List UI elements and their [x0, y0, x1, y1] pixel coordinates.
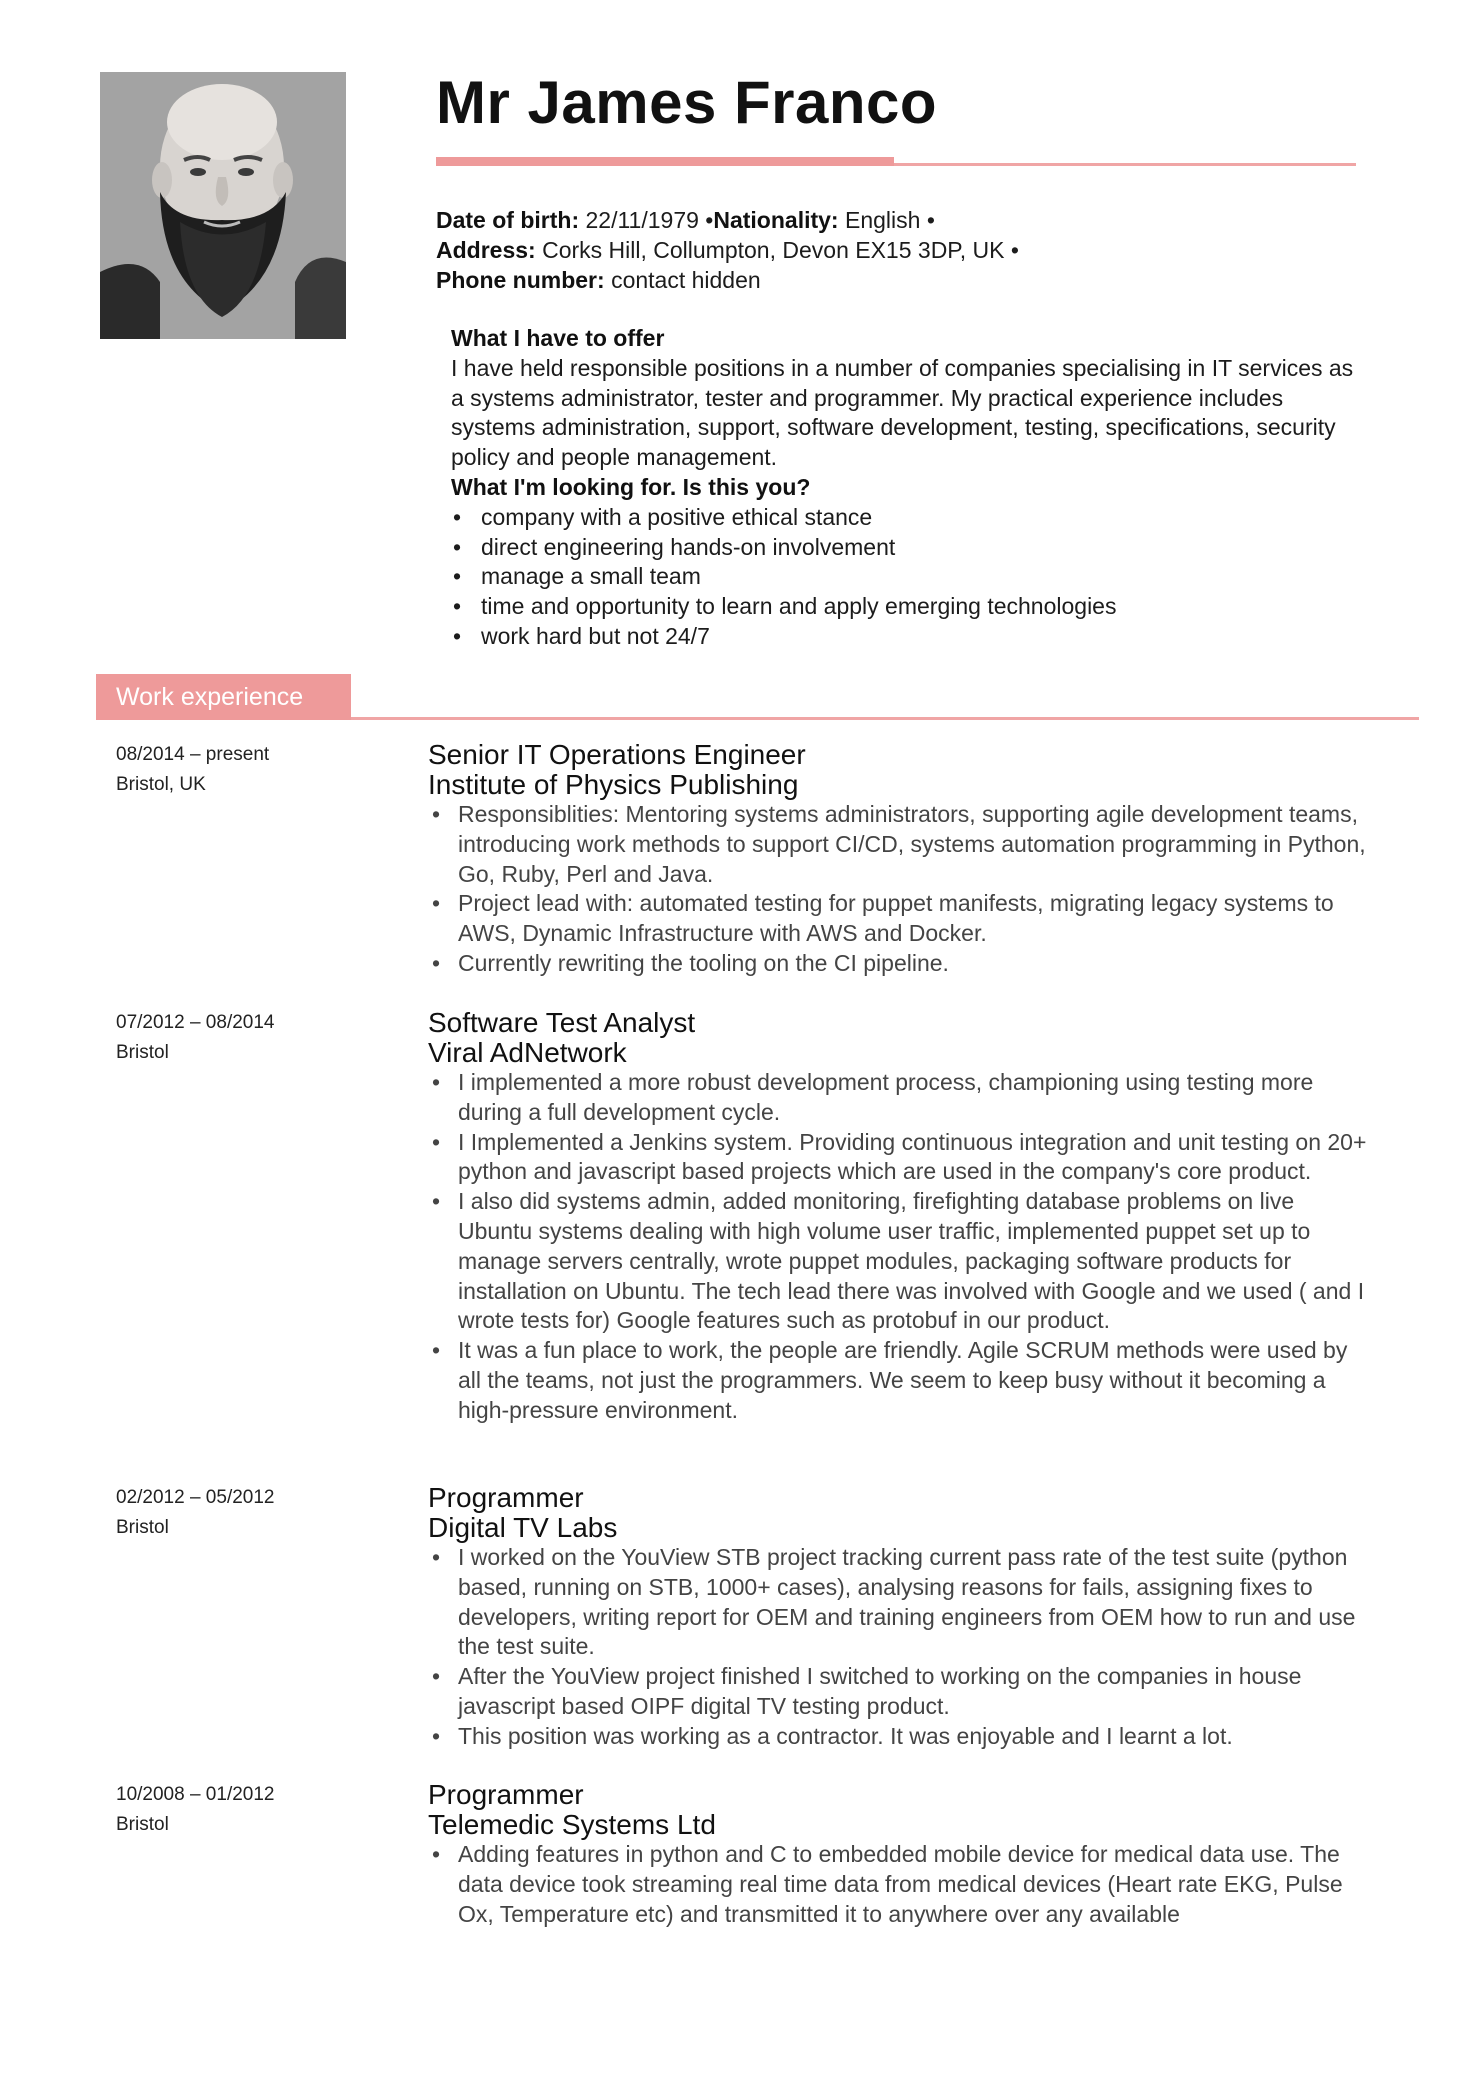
- list-item: • manage a small team: [481, 562, 1361, 592]
- job-bullets: [428, 1840, 1368, 1929]
- job-dates: 02/2012 – 05/2012: [116, 1487, 275, 1508]
- list-item: • direct engineering hands-on involvement: [481, 533, 1361, 563]
- nationality-label: Nationality:: [713, 207, 839, 233]
- offer-text: I have held responsible positions in a number of companies specialising in IT services as a systems administrator, tester and programmer. My practical experience includes systems administration, support, software development, testing, specifications, security policy and people management.: [451, 354, 1354, 471]
- looking-list: [451, 503, 1361, 652]
- list-item: • This position was working as a contractor. It was enjoyable and I learnt a lot.: [458, 1722, 1368, 1752]
- list-item: • I Implemented a Jenkins system. Providing continuous integration and unit testing on 20+ python and javascript based projects which are used in the company's core product.: [458, 1128, 1368, 1188]
- separator: •: [705, 207, 714, 233]
- job-location: Bristol, UK: [116, 774, 206, 795]
- list-item: • Adding features in python and C to embedded mobile device for medical data use. The data device took streaming real time data from medical devices (Heart rate EKG, Pulse Ox, Temperature etc) and transmitted it to anywhere over any available: [458, 1840, 1368, 1929]
- job-location: Bristol: [116, 1517, 169, 1538]
- list-item: • After the YouView project finished I switched to working on the companies in house javascript based OIPF digital TV testing product.: [458, 1662, 1368, 1722]
- list-item: • Project lead with: automated testing for puppet manifests, migrating legacy systems to AWS, Dynamic Infrastructure with AWS and Docker.: [458, 889, 1368, 949]
- header-accent-bar: [436, 157, 894, 166]
- job-title: Programmer: [428, 1482, 584, 1513]
- profile-photo: [100, 72, 346, 339]
- list-item: • Currently rewriting the tooling on the CI pipeline.: [458, 949, 1368, 979]
- job-body: [428, 1483, 1368, 1752]
- job-title: Senior IT Operations Engineer: [428, 739, 806, 770]
- job-body: [428, 1008, 1368, 1426]
- offer-heading: What I have to offer: [451, 325, 665, 351]
- nationality-value: English: [844, 207, 921, 233]
- job-company: Digital TV Labs: [428, 1512, 618, 1543]
- list-item: • It was a fun place to work, the people are friendly. Agile SCRUM methods were used by all the teams, not just the programmers. We seem to keep busy without it becoming a high-pressure environment.: [458, 1336, 1368, 1425]
- job-dates: 07/2012 – 08/2014: [116, 1012, 275, 1033]
- dob-label: Date of birth:: [436, 207, 580, 233]
- list-item: • I implemented a more robust development process, championing using testing more during a full development cycle.: [458, 1068, 1368, 1128]
- job-body: [428, 740, 1368, 979]
- separator: •: [1010, 237, 1019, 263]
- job-company: Telemedic Systems Ltd: [428, 1809, 716, 1840]
- job-title: Software Test Analyst: [428, 1007, 696, 1038]
- job-bullets: [428, 800, 1368, 979]
- job-company: Viral AdNetwork: [428, 1037, 627, 1068]
- list-item: • time and opportunity to learn and apply emerging technologies: [481, 592, 1361, 622]
- job-meta: [116, 740, 396, 800]
- list-item: • company with a positive ethical stance: [481, 503, 1361, 533]
- job-location: Bristol: [116, 1814, 169, 1835]
- phone-value: contact hidden: [611, 267, 761, 293]
- job-meta: [116, 1780, 396, 1840]
- list-item: • I also did systems admin, added monitoring, firefighting database problems on live Ubuntu systems dealing with high volume user traffic, implemented puppet set up to manage servers centrally, wrote puppet modules, packaging software products for installation on Ubuntu. The tech lead there was involved with Google and we used ( and I wrote tests for) Google features such as protobuf in our product.: [458, 1187, 1368, 1336]
- job-meta: [116, 1008, 396, 1068]
- job-title: Programmer: [428, 1779, 584, 1810]
- phone-label: Phone number:: [436, 267, 605, 293]
- list-item: • I worked on the YouView STB project tracking current pass rate of the test suite (python based, running on STB, 1000+ cases), analysing reasons for fails, assigning fixes to developers, writing report for OEM and training engineers from OEM how to run and use the test suite.: [458, 1543, 1368, 1662]
- personal-info: [436, 205, 1376, 295]
- info-line-1: [436, 205, 1376, 235]
- job-dates: 10/2008 – 01/2012: [116, 1784, 275, 1805]
- job-location: Bristol: [116, 1042, 169, 1063]
- candidate-name: Mr James Franco: [436, 69, 938, 136]
- dob-value: 22/11/1979: [585, 207, 699, 233]
- info-line-3: [436, 265, 1376, 295]
- section-heading-work-experience: Work experience: [96, 674, 351, 720]
- address-label: Address:: [436, 237, 536, 263]
- summary: [451, 324, 1361, 652]
- info-line-2: [436, 235, 1376, 265]
- section-divider: [351, 717, 1419, 720]
- job-body: [428, 1780, 1368, 1929]
- job-dates: 08/2014 – present: [116, 744, 270, 765]
- looking-heading: What I'm looking for. Is this you?: [451, 473, 811, 500]
- job-meta: [116, 1483, 396, 1543]
- list-item: • Responsiblities: Mentoring systems administrators, supporting agile development teams, introducing work methods to support CI/CD, systems automation programming in Python, Go, Ruby, Perl and Java.: [458, 800, 1368, 889]
- separator: •: [926, 207, 935, 233]
- address-value: Corks Hill, Collumpton, Devon EX15 3DP, UK: [542, 237, 1005, 263]
- job-company: Institute of Physics Publishing: [428, 769, 799, 800]
- job-bullets: [428, 1543, 1368, 1752]
- list-item: • work hard but not 24/7: [481, 622, 1361, 652]
- job-bullets: [428, 1068, 1368, 1426]
